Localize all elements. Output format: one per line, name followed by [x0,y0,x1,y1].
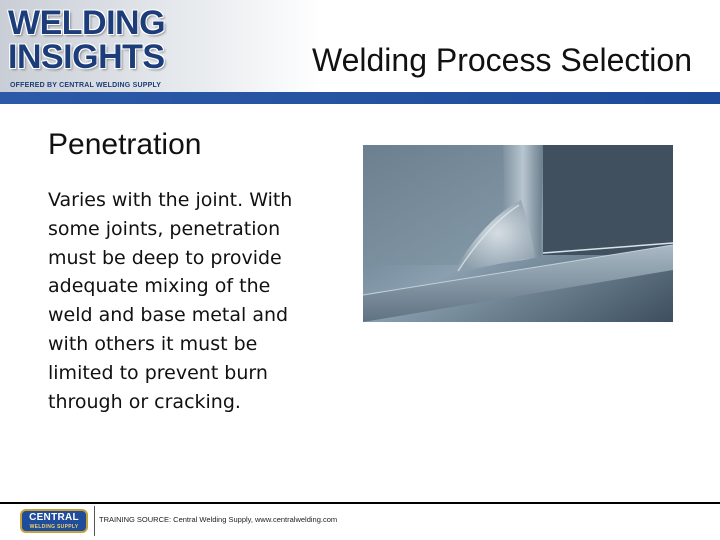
weld-joint-photo [363,145,673,322]
body-text: Varies with the joint. With some joints, penetration must be deep to provide adequate mixing of the weld and base metal and with others it must be limited to prevent burn through or cracking. [48,189,293,413]
logo-text-line2: INSIGHTS [8,38,165,76]
title-accent-bar [0,92,720,104]
central-welding-supply-logo [20,509,88,533]
weld-joint-illustration [363,145,673,322]
slide-title: Welding Process Selection [311,42,692,78]
logo-tagline: OFFERED BY CENTRAL WELDING SUPPLY [10,82,162,89]
section-heading: Penetration [48,128,202,161]
training-source-credit: TRAINING SOURCE: Central Welding Supply, www.centralwelding.com [99,515,338,524]
footer-logo-subtext: WELDING SUPPLY [29,524,79,530]
logo-text-line1: WELDING [8,4,166,42]
welding-insights-logo [4,4,184,90]
footer-divider [94,506,95,536]
footer-logo-text: CENTRAL [29,512,79,523]
footer-rule [0,502,720,504]
